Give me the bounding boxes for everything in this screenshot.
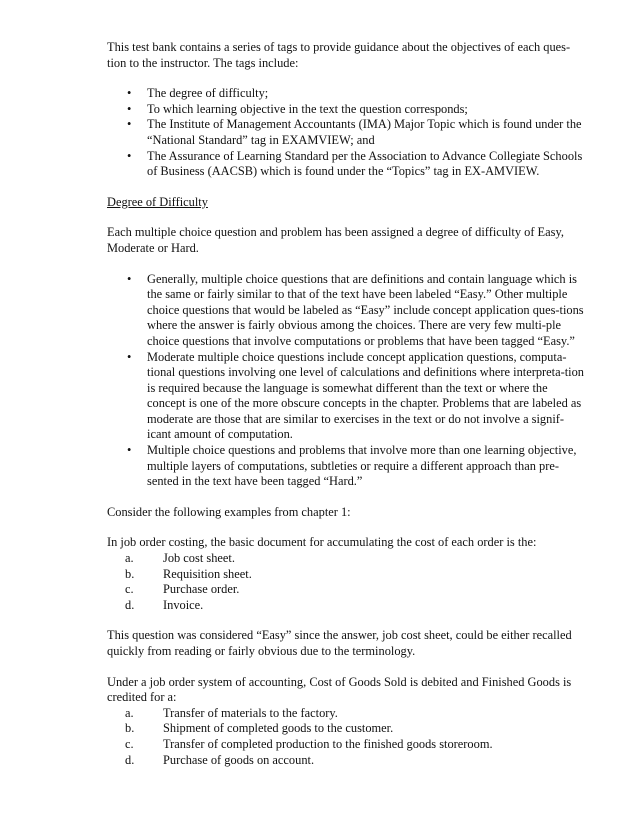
choice-text: Invoice. (163, 597, 204, 612)
choice-letter: d. (125, 597, 135, 612)
choice-item (107, 582, 586, 598)
choice-item (107, 753, 586, 769)
bullet-icon: • (127, 271, 132, 286)
choice-item (107, 706, 586, 722)
question-1-choices (107, 551, 586, 613)
choice-item (107, 567, 586, 583)
choice-letter: a. (125, 705, 134, 720)
list-item (127, 443, 586, 490)
section-heading: Degree of Difficulty (107, 194, 208, 209)
choice-item (107, 737, 586, 753)
choice-text: Purchase of goods on account. (163, 752, 315, 767)
choice-letter: d. (125, 752, 135, 767)
list-item (127, 117, 586, 148)
list-item (127, 350, 586, 444)
difficulty-list (107, 272, 586, 490)
choice-item (107, 598, 586, 614)
choice-text: Requisition sheet. (163, 566, 252, 581)
bullet-icon: • (127, 117, 132, 132)
list-item-text: The Assurance of Learning Standard per the Association to Advance Collegiate Schools of Business (AACSB) which is found under the “Topics” tag in EX-AMVIEW. (147, 148, 583, 179)
choice-letter: b. (125, 721, 135, 736)
bullet-icon: • (127, 101, 132, 116)
question-2-choices (107, 706, 586, 768)
bullet-icon: • (127, 349, 132, 364)
examples-intro-paragraph: Consider the following examples from chapter 1: (107, 504, 351, 519)
choice-text: Transfer of completed production to the finished goods storeroom. (163, 736, 493, 751)
list-item (127, 149, 586, 180)
bullet-icon: • (127, 148, 132, 163)
list-item (127, 102, 586, 118)
list-item (127, 272, 586, 350)
bullet-icon: • (127, 86, 132, 101)
choice-letter: a. (125, 551, 134, 566)
list-item (127, 86, 586, 102)
question-1-stem: In job order costing, the basic document for accumulating the cost of each order is the: (107, 535, 537, 550)
list-item-text: Generally, multiple choice questions that are definitions and contain language which is the same or fairly similar to that of the text have been labeled “Easy.” Other multiple choice questions that would be labeled as “Easy” include concept application ques-tions where the answer is fairly obvious among the choices. There are very few multi-ple choice questions that involve computations or problems that have been tagged “Easy.” (147, 271, 584, 348)
choice-text: Job cost sheet. (163, 551, 235, 566)
choice-letter: c. (125, 736, 134, 751)
choice-item (107, 551, 586, 567)
bullet-icon: • (127, 443, 132, 458)
list-item-text: Multiple choice questions and problems that involve more than one learning objective, multiple layers of computations, subtleties or require a different approach than pre-sented in the text have been tagged “Hard.” (147, 443, 577, 489)
choice-text: Shipment of completed goods to the customer. (163, 721, 394, 736)
choice-letter: b. (125, 566, 135, 581)
list-item-text: To which learning objective in the text the question corresponds; (147, 101, 468, 116)
choice-letter: c. (125, 582, 134, 597)
choice-text: Transfer of materials to the factory. (163, 705, 338, 720)
list-item-text: The Institute of Management Accountants (IMA) Major Topic which is found under the “National Standard” tag in EXAMVIEW; and (147, 117, 582, 147)
tags-list (107, 86, 586, 180)
choice-item (107, 721, 586, 737)
explanation-1-paragraph: This question was considered “Easy” since the answer, job cost sheet, could be either recalled quickly from reading or fairly obvious due to the terminology. (107, 628, 572, 658)
intro-paragraph: This test bank contains a series of tags to provide guidance about the objectives of each ques-tion to the instructor. The tags include: (107, 40, 571, 70)
question-2-stem: Under a job order system of accounting, Cost of Goods Sold is debited and Finished Goods is credited for a: (107, 674, 572, 705)
choice-text: Purchase order. (163, 582, 240, 597)
list-item-text: Moderate multiple choice questions include concept application questions, computa-tional questions involving one level of calculations and definitions where interpreta-tion is required because the language is somewhat different than the text or where the concept is one of the more obscure concepts in the chapter. Problems that are labeled as moderate are those that are similar to exercises in the text or do not involve a signif-icant amount of computation. (147, 349, 584, 442)
list-item-text: The degree of difficulty; (147, 86, 269, 101)
difficulty-intro-paragraph: Each multiple choice question and problem has been assigned a degree of difficulty of Easy, Moderate or Hard. (107, 225, 564, 255)
